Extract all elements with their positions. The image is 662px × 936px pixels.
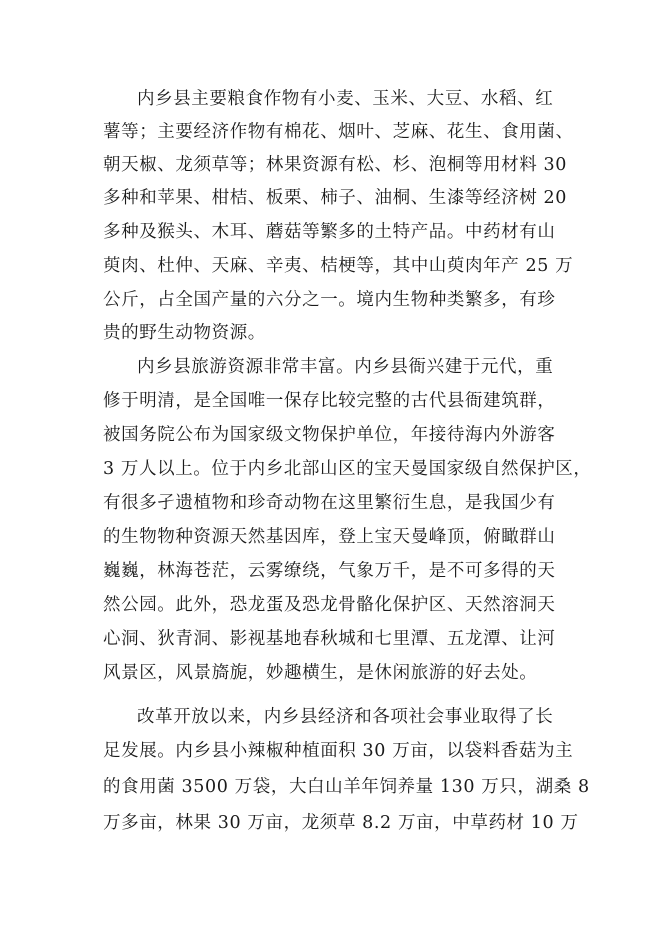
text-line: 多种和苹果、柑桔、板栗、柿子、油桐、生漆等经济树 20 <box>103 188 568 208</box>
text-line: 3 万人以上。位于内乡北部山区的宝天曼国家级自然保护区， <box>103 459 592 479</box>
text-line: 改革开放以来，内乡县经济和各项社会事业取得了长 <box>137 707 554 727</box>
text-line: 心洞、狄青洞、影视基地春秋城和七里潭、五龙潭、让河 <box>103 629 556 649</box>
text-line: 被国务院公布为国家级文物保护单位，年接待海内外游客 <box>103 425 556 445</box>
text-line: 有很多孑遗植物和珍奇动物在这里繁衍生息，是我国少有 <box>103 493 556 513</box>
text-line: 内乡县旅游资源非常丰富。内乡县衙兴建于元代，重 <box>137 357 554 377</box>
text-line: 的食用菌 3500 万袋，大白山羊年饲养量 130 万只，湖桑 8 <box>103 777 590 797</box>
text-line: 多种及猴头、木耳、蘑菇等繁多的土特产品。中药材有山 <box>103 222 556 242</box>
text-line: 然公园。此外，恐龙蛋及恐龙骨骼化保护区、天然溶洞天 <box>103 595 556 615</box>
text-line: 薯等；主要经济作物有棉花、烟叶、芝麻、花生、食用菌、 <box>103 122 574 142</box>
text-line: 贵的野生动物资源。 <box>103 323 266 343</box>
text-line: 巍巍，林海苍茫，云雾缭绕，气象万千，是不可多得的天 <box>103 561 556 581</box>
text-line: 的生物物种资源天然基因库，登上宝天曼峰顶，俯瞰群山 <box>103 527 556 547</box>
text-line: 公斤，占全国产量的六分之一。境内生物种类繁多，有珍 <box>103 290 556 310</box>
text-line: 足发展。内乡县小辣椒种植面积 30 万亩，以袋料香菇为主 <box>103 741 574 761</box>
text-line: 修于明清，是全国唯一保存比较完整的古代县衙建筑群， <box>103 391 556 411</box>
text-line: 朝天椒、龙须草等；林果资源有松、杉、泡桐等用材料 30 <box>103 155 568 175</box>
text-line: 内乡县主要粮食作物有小麦、玉米、大豆、水稻、红 <box>137 89 554 109</box>
text-line: 万多亩，林果 30 万亩，龙须草 8.2 万亩，中草药材 10 万 <box>103 813 579 833</box>
text-line: 风景区，风景旖旎，妙趣横生，是休闲旅游的好去处。 <box>103 663 538 683</box>
text-line: 萸肉、杜仲、天麻、辛夷、桔梗等，其中山萸肉年产 25 万 <box>103 256 574 276</box>
